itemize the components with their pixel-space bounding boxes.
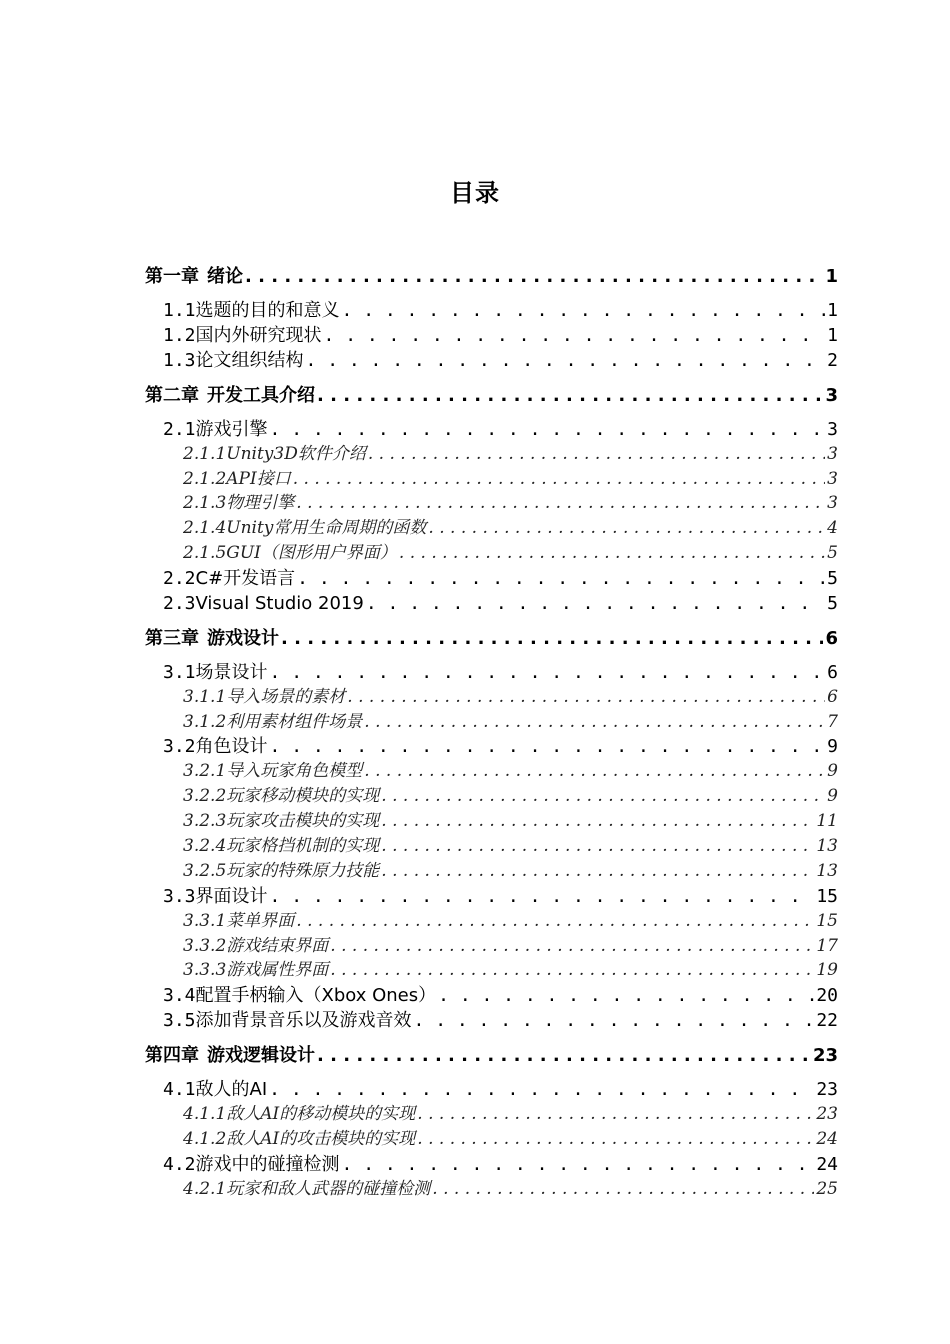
toc-entry-level-3[interactable] — [183, 541, 838, 566]
toc-entry-number: 4.1 — [163, 1079, 196, 1100]
toc-dot-leader — [306, 348, 826, 374]
toc-entry-title: 游戏中的碰撞检测 — [195, 1154, 340, 1175]
toc-entry-number: 2.3 — [163, 593, 196, 614]
toc-page-number: 4 — [827, 518, 838, 538]
toc-page-number: 5 — [827, 593, 838, 614]
toc-dot-leader — [347, 685, 825, 710]
toc-entry-title: 论文组织结构 — [195, 350, 304, 371]
toc-entry-title: 选题的目的和意义 — [195, 300, 340, 321]
toc-dot-leader — [364, 710, 825, 735]
toc-dot-leader — [293, 467, 825, 492]
toc-entry-number: 第二章 — [145, 385, 199, 406]
toc-dot-leader — [317, 1043, 811, 1069]
toc-entry-title: 游戏设计 — [207, 628, 279, 649]
toc-entry-title: 敌人的AI — [195, 1079, 268, 1100]
toc-entry-title: 敌人AI的移动模块的实现 — [226, 1104, 416, 1124]
toc-entry-number: 第一章 — [145, 266, 199, 287]
toc-page-number: 23 — [812, 1045, 838, 1066]
toc-entry-title: 导入玩家角色模型 — [226, 761, 363, 781]
toc-entry-title: 物理引擎 — [226, 493, 295, 513]
toc-entry-number: 3.2.2 — [183, 786, 227, 806]
toc-page-number: 13 — [816, 836, 838, 856]
toc-page-number: 3 — [827, 444, 838, 464]
toc-page-number: 3 — [827, 493, 838, 513]
toc-entry-level-2[interactable] — [163, 660, 838, 686]
toc-entry-title: 配置手柄输入（Xbox Ones） — [195, 985, 437, 1006]
toc-entry-level-1[interactable] — [145, 264, 838, 290]
toc-entry-number: 2.1.3 — [183, 493, 227, 513]
toc-entry-number: 3.2.3 — [183, 811, 227, 831]
toc-page-number: 9 — [827, 736, 838, 757]
toc-entry-level-2[interactable] — [163, 591, 838, 617]
toc-entry-number: 4.1.1 — [183, 1104, 227, 1124]
toc-page-number: 15 — [816, 886, 838, 907]
toc-entry-level-1[interactable] — [145, 383, 838, 409]
toc-entry-number: 4.1.2 — [183, 1129, 227, 1149]
toc-entry-title: 导入场景的素材 — [226, 687, 346, 707]
toc-entry-number: 4.2 — [163, 1154, 196, 1175]
toc-entry-number: 3.3.3 — [183, 960, 227, 980]
toc-dot-leader — [364, 759, 825, 784]
toc-entry-number: 2.2 — [163, 568, 196, 589]
toc-entry-title: 玩家移动模块的实现 — [226, 786, 380, 806]
toc-entry-level-2[interactable] — [163, 734, 838, 760]
toc-dot-leader — [270, 734, 826, 760]
toc-page-number: 3 — [827, 469, 838, 489]
toc-entry-title: API接口 — [226, 469, 291, 489]
toc-entry-level-3[interactable] — [183, 1102, 838, 1127]
toc-dot-leader — [368, 442, 825, 467]
toc-entry-title: 游戏逻辑设计 — [207, 1045, 315, 1066]
toc-dot-leader — [270, 660, 826, 686]
toc-page-number: 25 — [816, 1179, 838, 1199]
toc-entry-title: 绪论 — [207, 266, 243, 287]
toc-entry-level-3[interactable] — [183, 784, 838, 809]
toc-entry-title: 玩家的特殊原力技能 — [226, 861, 380, 881]
toc-entry-level-2[interactable] — [163, 884, 838, 910]
toc-entry-level-3[interactable] — [183, 516, 838, 541]
toc-entry-title: 国内外研究现状 — [195, 325, 322, 346]
toc-entry-level-3[interactable] — [183, 809, 838, 834]
toc-entry-title: 场景设计 — [195, 662, 268, 683]
toc-entry-title: 菜单界面 — [226, 911, 295, 931]
toc-entry-number: 2.1.2 — [183, 469, 227, 489]
toc-entry-number: 3.2.4 — [183, 836, 227, 856]
toc-page-number: 17 — [816, 936, 838, 956]
toc-page-number: 3 — [827, 419, 838, 440]
toc-entry-level-3[interactable] — [183, 1177, 838, 1202]
toc-entry-number: 2.1.5 — [183, 543, 227, 563]
toc-entry-title: Unity常用生命周期的函数 — [226, 518, 427, 538]
toc-entry-number: 3.1 — [163, 662, 196, 683]
toc-page-number: 6 — [827, 687, 838, 707]
toc-dot-leader — [381, 834, 814, 859]
toc-page-number: 1 — [827, 300, 838, 321]
toc-entry-level-3[interactable] — [183, 685, 838, 710]
toc-dot-leader — [381, 809, 814, 834]
toc-dot-leader — [381, 859, 814, 884]
toc-entry-number: 3.3 — [163, 886, 196, 907]
toc-dot-leader — [330, 958, 814, 983]
toc-entry-title: C#开发语言 — [195, 568, 296, 589]
toc-entry-title: 敌人AI的攻击模块的实现 — [226, 1129, 416, 1149]
toc-page-number: 11 — [816, 811, 838, 831]
toc-dot-leader — [432, 1177, 814, 1202]
toc-dot-leader — [399, 541, 825, 566]
toc-entry-number: 3.1.1 — [183, 687, 227, 707]
toc-entry-title: 玩家和敌人武器的碰撞检测 — [226, 1179, 431, 1199]
toc-entry-level-2[interactable] — [163, 348, 838, 374]
page-title: 目录 — [450, 179, 500, 207]
toc-entry-level-3[interactable] — [183, 834, 838, 859]
toc-entry-number: 2.1.4 — [183, 518, 227, 538]
toc-dot-leader — [366, 591, 825, 617]
toc-dot-leader — [270, 884, 815, 910]
toc-page-number: 7 — [827, 712, 838, 732]
toc-entry-number: 3.5 — [163, 1010, 196, 1031]
toc-entry-level-3[interactable] — [183, 934, 838, 959]
toc-entry-level-2[interactable] — [163, 566, 838, 592]
toc-dot-leader — [270, 417, 826, 443]
toc-entry-title: 界面设计 — [195, 886, 268, 907]
toc-entry-level-2[interactable] — [163, 1077, 838, 1103]
toc-entry-number: 3.2.1 — [183, 761, 227, 781]
toc-entry-level-3[interactable] — [183, 442, 838, 467]
toc-page-number: 22 — [816, 1010, 838, 1031]
toc-dot-leader — [438, 983, 814, 1009]
toc-dot-leader — [417, 1102, 814, 1127]
toc-entry-level-2[interactable] — [163, 298, 838, 324]
toc-entry-number: 1.3 — [163, 350, 196, 371]
toc-page-number: 1 — [827, 325, 838, 346]
toc-entry-level-1[interactable] — [145, 1043, 838, 1069]
toc-entry-title: Visual Studio 2019 — [195, 593, 364, 614]
toc-entry-number: 4.2.1 — [183, 1179, 227, 1199]
toc-dot-leader — [414, 1008, 815, 1034]
toc-page-number: 5 — [827, 543, 838, 563]
toc-page-number: 2 — [827, 350, 838, 371]
toc-entry-title: 游戏引擎 — [195, 419, 268, 440]
toc-entry-number: 3.2.5 — [183, 861, 227, 881]
toc-entry-level-3[interactable] — [183, 909, 838, 934]
toc-dot-leader — [417, 1127, 814, 1152]
toc-dot-leader — [296, 909, 814, 934]
toc-entry-level-2[interactable] — [163, 1008, 838, 1034]
toc-entry-number: 3.1.2 — [183, 712, 227, 732]
toc-page-number: 9 — [827, 786, 838, 806]
toc-dot-leader — [330, 934, 814, 959]
toc-entry-level-2[interactable] — [163, 1152, 838, 1178]
toc-dot-leader — [342, 298, 826, 324]
toc-dot-leader — [381, 784, 825, 809]
toc-entry-level-3[interactable] — [183, 759, 838, 784]
toc-entry-level-2[interactable] — [163, 323, 838, 349]
toc-dot-leader — [281, 626, 823, 652]
toc-dot-leader — [296, 491, 825, 516]
toc-entry-title: 添加背景音乐以及游戏音效 — [195, 1010, 412, 1031]
toc-entry-title: GUI（图形用户界面） — [226, 543, 397, 563]
toc-entry-number: 1.2 — [163, 325, 196, 346]
toc-entry-level-3[interactable] — [183, 859, 838, 884]
toc-page-number: 20 — [816, 985, 838, 1006]
toc-page-number: 9 — [827, 761, 838, 781]
toc-page-number: 23 — [816, 1104, 838, 1124]
toc-entry-level-3[interactable] — [183, 710, 838, 735]
toc-page-number: 1 — [825, 266, 838, 287]
toc-entry-number: 3.4 — [163, 985, 196, 1006]
toc-page-number: 23 — [816, 1079, 838, 1100]
toc-page-number: 6 — [825, 628, 838, 649]
toc-dot-leader — [324, 323, 826, 349]
toc-entry-level-1[interactable] — [145, 626, 838, 652]
toc-entry-title: 利用素材组件场景 — [226, 712, 363, 732]
toc-entry-title: 玩家攻击模块的实现 — [226, 811, 380, 831]
toc-page-number: 13 — [816, 861, 838, 881]
toc-dot-leader — [428, 516, 825, 541]
toc-entry-title: 玩家格挡机制的实现 — [226, 836, 380, 856]
toc-entry-title: 游戏属性界面 — [226, 960, 329, 980]
toc-entry-level-3[interactable] — [183, 1127, 838, 1152]
toc-page-number: 24 — [816, 1154, 838, 1175]
toc-entry-number: 第四章 — [145, 1045, 199, 1066]
toc-entry-level-3[interactable] — [183, 958, 838, 983]
toc-entry-title: 角色设计 — [195, 736, 268, 757]
toc-entry-number: 3.3.2 — [183, 936, 227, 956]
toc-entry-title: 游戏结束界面 — [226, 936, 329, 956]
toc-entry-number: 2.1 — [163, 419, 196, 440]
toc-entry-title: 开发工具介绍 — [207, 385, 315, 406]
toc-page-number: 3 — [825, 385, 838, 406]
toc-entry-title: Unity3D软件介绍 — [226, 444, 366, 464]
toc-page-number: 6 — [827, 662, 838, 683]
toc-dot-leader — [245, 264, 823, 290]
toc-page-number: 15 — [816, 911, 838, 931]
toc-dot-leader — [317, 383, 823, 409]
toc-page-number: 5 — [827, 568, 838, 589]
toc-entry-number: 1.1 — [163, 300, 196, 321]
toc-entry-number: 第三章 — [145, 628, 199, 649]
toc-entry-level-3[interactable] — [183, 491, 838, 516]
toc-entry-number: 3.2 — [163, 736, 196, 757]
toc-dot-leader — [297, 566, 825, 592]
toc-entry-number: 3.3.1 — [183, 911, 227, 931]
toc-page-number: 19 — [816, 960, 838, 980]
toc-entry-number: 2.1.1 — [183, 444, 227, 464]
toc-page-number: 24 — [816, 1129, 838, 1149]
toc-entry-level-3[interactable] — [183, 467, 838, 492]
toc-entry-level-2[interactable] — [163, 983, 838, 1009]
toc-dot-leader — [269, 1077, 814, 1103]
toc-entry-level-2[interactable] — [163, 417, 838, 443]
toc-dot-leader — [342, 1152, 815, 1178]
